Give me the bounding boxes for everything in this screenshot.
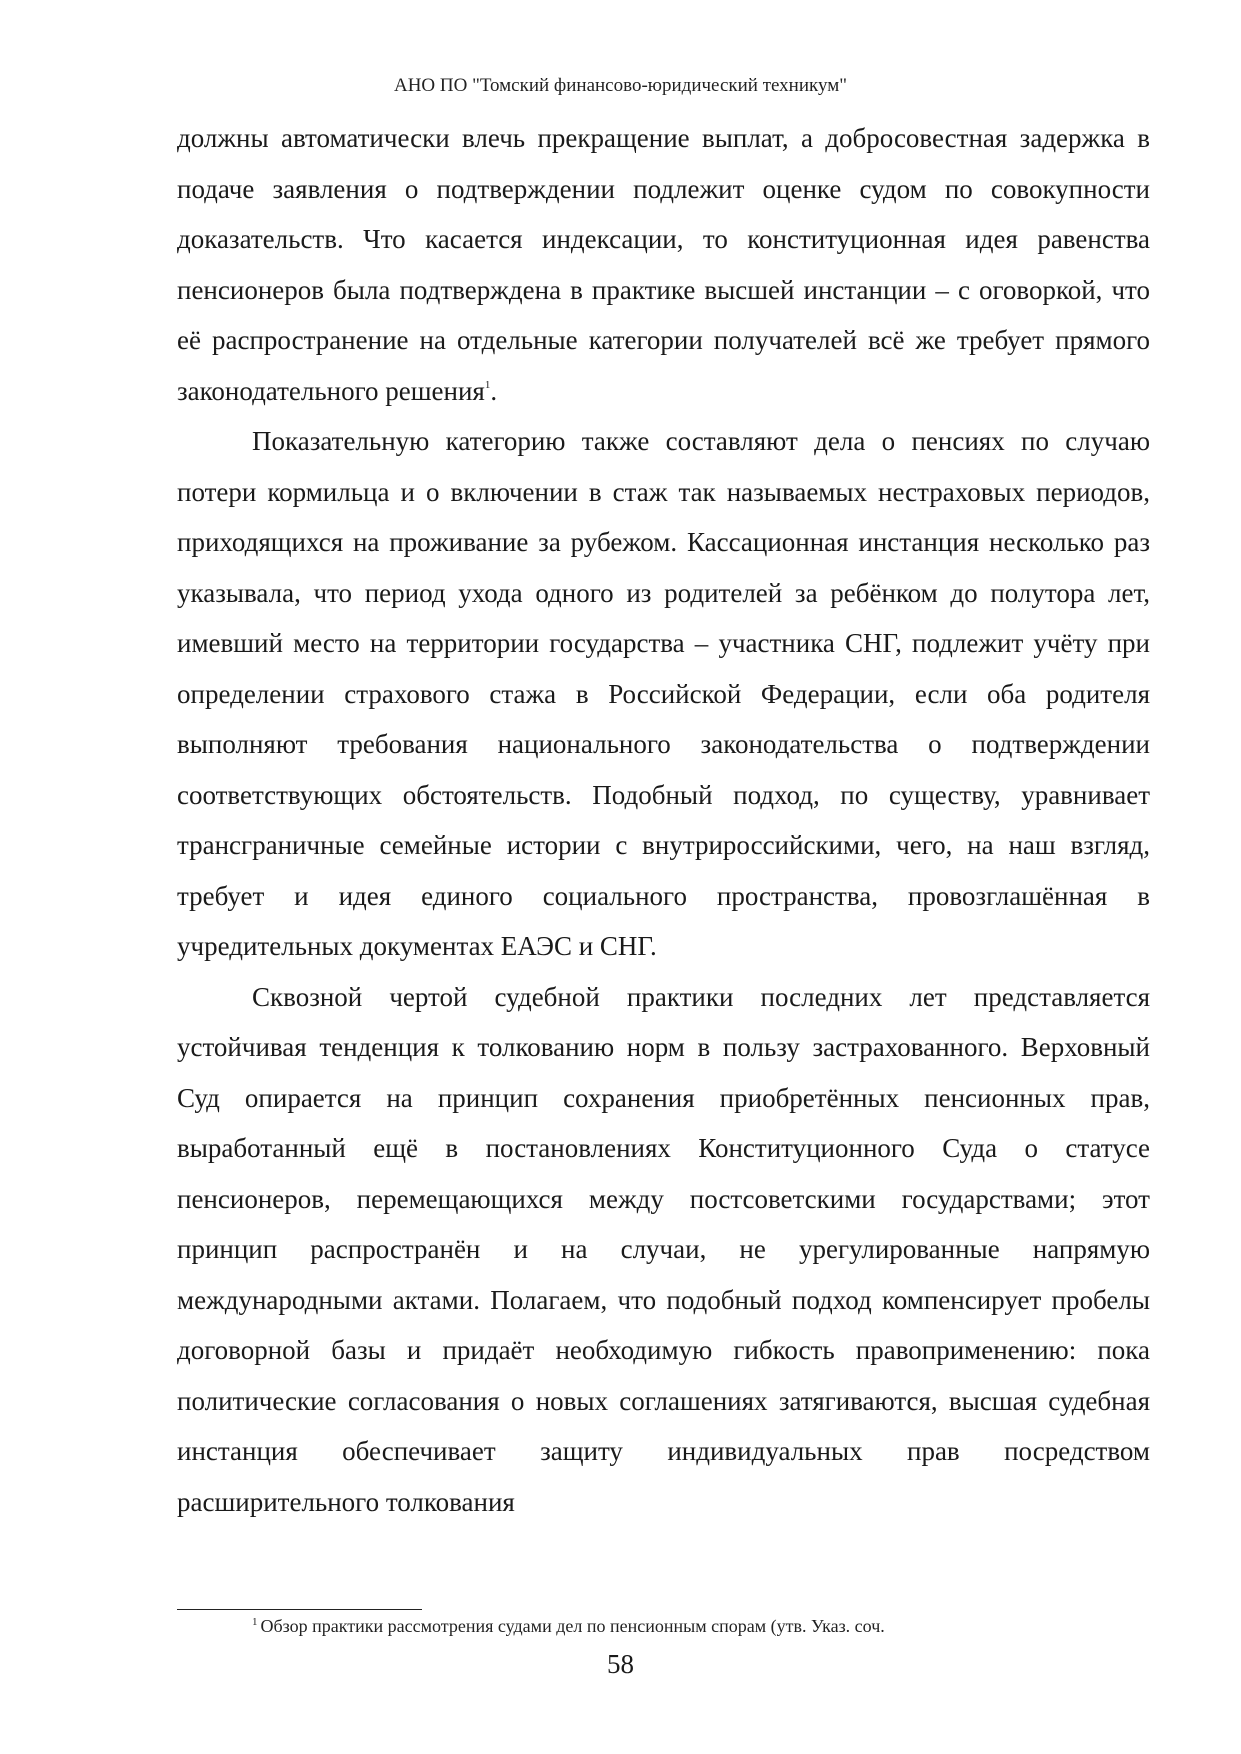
paragraph-2: Показательную категорию также составляют дела о пенсиях по случаю потери кормильца и о включении в стаж так называемых нестраховых периодов, приходящихся на проживание за рубежом. Кассационная инстанция несколько раз указывала, что период ухода одного из родителей за ребёнком до полутора лет, имевший место на территории государства – участника СНГ, подлежит учёту при определении страхового стажа в Российской Федерации, если оба родителя выполняют требования национального законодательства о подтверждении соответствующих обстоятельств. Подобный подход, по существу, уравнивает трансграничные семейные истории с внутрироссийскими, чего, на наш взгляд, требует и идея единого социального пространства, провозглашённая в учредительных документах ЕАЭС и СНГ. [177,426,1150,961]
footnote-separator [177,1609,422,1610]
document-body [177,113,1150,1527]
paragraph-1-trailing: . [490,375,498,406]
footnote-mark: 1 [252,1616,258,1628]
footnote-reference[interactable]: 1 [484,378,491,391]
paragraph-1-text: должны автоматически влечь прекращение выплат, а добросовестная задержка в подаче заявления о подтверждении подлежит оценке судом по совокупности доказательств. Что касается индексации, то конституционная идея равенства пенсионеров была подтверждена в практике высшей инстанции – с оговоркой, что её распространение на отдельные категории получателей всё же требует прямого законодательного решения [177,123,1150,406]
document-header: АНО ПО "Томский финансово-юридический техникум" [393,75,848,96]
footnote [252,1614,1152,1638]
paragraph-1 [177,113,1150,416]
paragraph-3: Сквозной чертой судебной практики последних лет представляется устойчивая тенденция к толкованию норм в пользу застрахованного. Верховный Суд опирается на принцип сохранения приобретённых пенсионных прав, выработанный ещё в постановлениях Конституционного Суда о статусе пенсионеров, перемещающихся между постсоветскими государствами; этот принцип распространён и на случаи, не урегулированные напрямую международными актами. Полагаем, что подобный подход компенсирует пробелы договорной базы и придаёт необходимую гибкость правоприменению: пока политические согласования о новых соглашениях затягиваются, высшая судебная инстанция обеспечивает защиту индивидуальных прав посредством расширительного толкования [177,981,1150,1517]
footnote-text: Обзор практики рассмотрения судами дел по пенсионным спорам (утв. Указ. соч. [260,1616,885,1636]
page-number: 58 [607,1649,634,1679]
